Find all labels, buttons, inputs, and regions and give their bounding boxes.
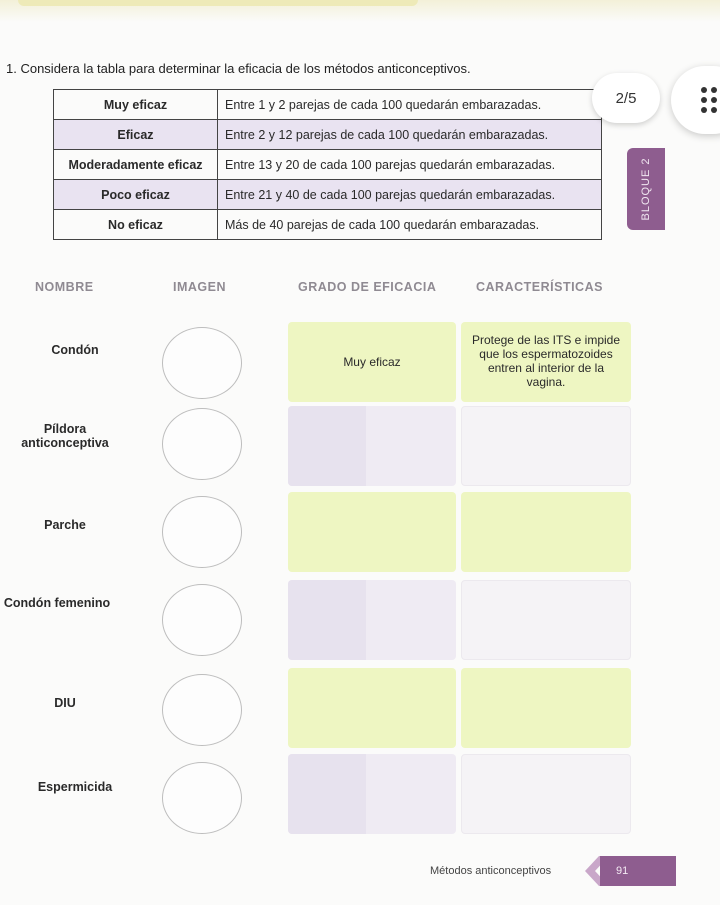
image-circle[interactable] (162, 496, 242, 568)
features-cell[interactable] (461, 322, 631, 402)
method-name: Condón femenino (3, 596, 111, 610)
page-indicator[interactable]: 2/5 (592, 73, 660, 123)
efficacy-description: Entre 1 y 2 parejas de cada 100 quedarán embarazadas. (218, 90, 602, 120)
bloque-tab: BLOQUE 2 (627, 148, 665, 230)
image-circle[interactable] (162, 674, 242, 746)
features-cell[interactable] (461, 406, 631, 486)
method-name: Espermicida (37, 780, 113, 794)
method-name: DIU (54, 696, 76, 710)
table-row (54, 210, 602, 240)
features-cell[interactable] (461, 580, 631, 660)
grade-text: Muy eficaz (343, 355, 401, 369)
efficacy-description: Más de 40 parejas de cada 100 quedarán embarazadas. (218, 210, 602, 240)
column-header-features: CARACTERÍSTICAS (476, 280, 603, 294)
efficacy-table (53, 89, 602, 240)
table-row (54, 180, 602, 210)
features-cell[interactable] (461, 492, 631, 572)
efficacy-description: Entre 13 y 20 de cada 100 parejas quedarán embarazadas. (218, 150, 602, 180)
top-page-strip (0, 0, 720, 22)
image-circle[interactable] (162, 762, 242, 834)
method-name: Condón (51, 343, 99, 357)
page-number: 91 (600, 856, 676, 886)
column-header-image: IMAGEN (173, 280, 226, 294)
table-row (54, 120, 602, 150)
efficacy-level: No eficaz (54, 210, 218, 240)
column-header-grade: GRADO DE EFICACIA (298, 280, 437, 294)
image-circle[interactable] (162, 408, 242, 480)
efficacy-level: Moderadamente eficaz (54, 150, 218, 180)
features-cell[interactable] (461, 754, 631, 834)
grade-cell[interactable] (288, 406, 456, 486)
column-header-name: NOMBRE (35, 280, 94, 294)
table-row (54, 150, 602, 180)
table-row (54, 90, 602, 120)
grade-cell[interactable] (288, 492, 456, 572)
method-name: Parche (44, 518, 86, 532)
efficacy-level: Poco eficaz (54, 180, 218, 210)
efficacy-description: Entre 21 y 40 de cada 100 parejas quedarán embarazadas. (218, 180, 602, 210)
grade-cell[interactable] (288, 580, 456, 660)
instruction-text: 1. Considera la tabla para determinar la eficacia de los métodos anticonceptivos. (6, 61, 471, 76)
features-cell[interactable] (461, 668, 631, 748)
grade-cell[interactable] (288, 322, 456, 402)
efficacy-level: Eficaz (54, 120, 218, 150)
efficacy-level: Muy eficaz (54, 90, 218, 120)
image-circle[interactable] (162, 327, 242, 399)
features-text: Protege de las ITS e impide que los espermatozoides entren al interior de la vagina. (471, 333, 621, 389)
menu-button[interactable] (671, 66, 720, 134)
grade-cell[interactable] (288, 754, 456, 834)
image-circle[interactable] (162, 584, 242, 656)
efficacy-description: Entre 2 y 12 parejas de cada 100 quedarán embarazadas. (218, 120, 602, 150)
method-name: Píldora anticonceptiva (21, 422, 109, 450)
footer-section-title: Métodos anticonceptivos (430, 865, 552, 877)
grade-cell[interactable] (288, 668, 456, 748)
